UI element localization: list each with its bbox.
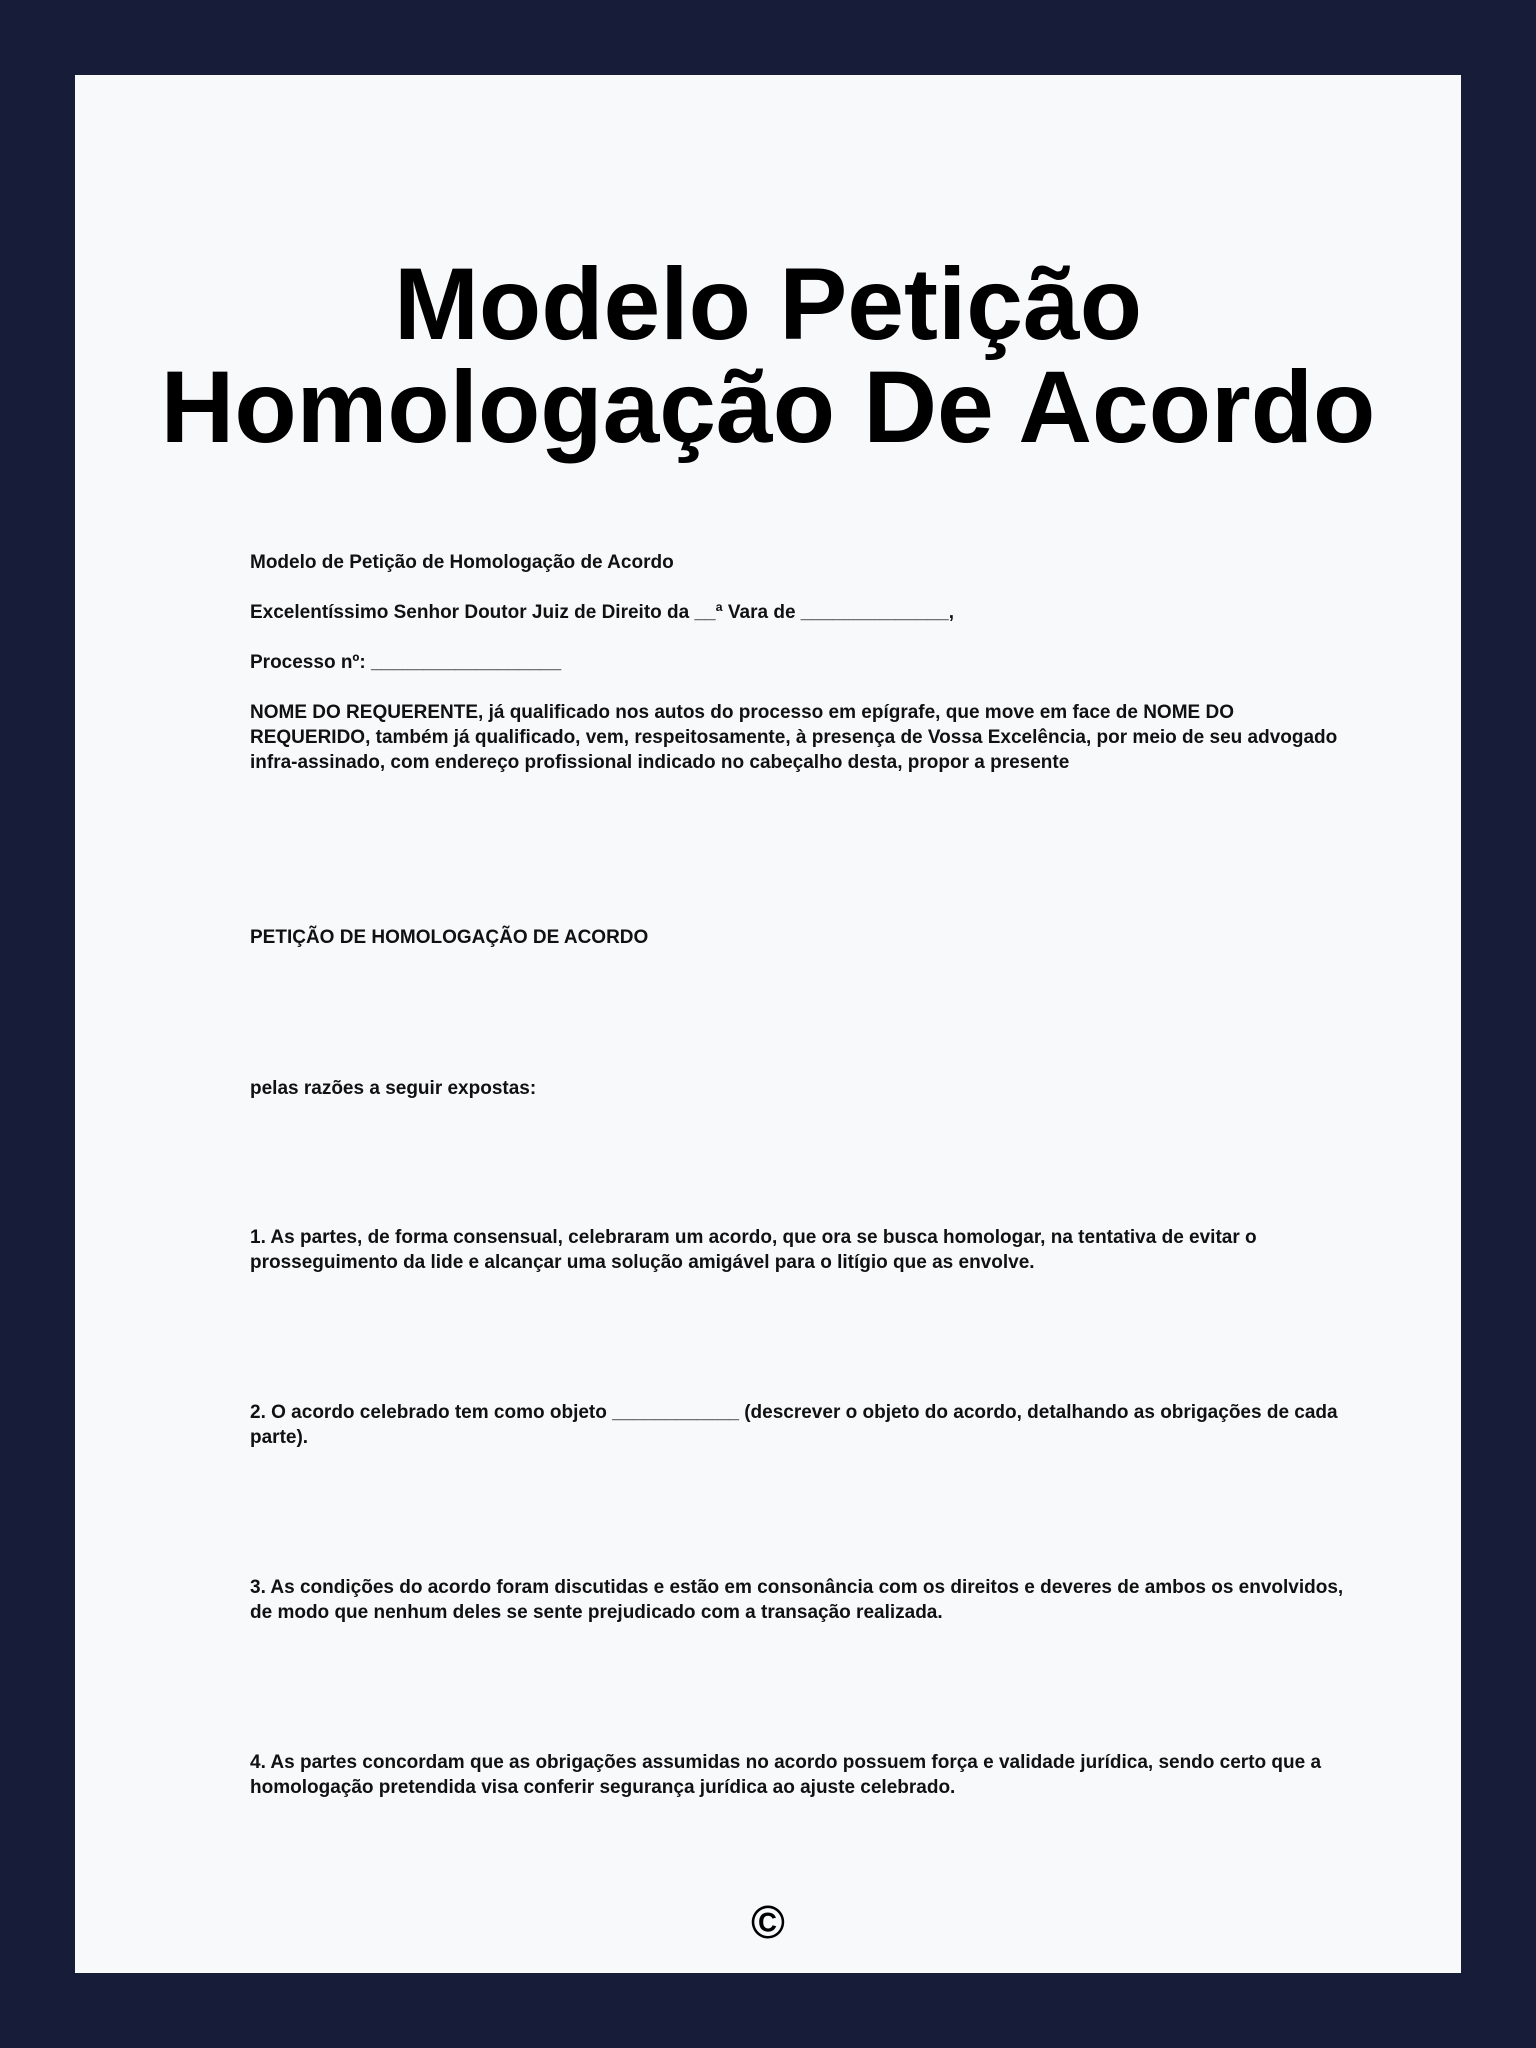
copyright-icon: © <box>751 1896 785 1948</box>
addressee-line: Excelentíssimo Senhor Doutor Juiz de Direito da __ª Vara de ______________, <box>250 602 955 623</box>
paragraph-1: 1. As partes, de forma consensual, celebraram um acordo, que ora se busca homologar, na tentativa de evitar o prosseguimento da lide e alcançar uma solução amigável para o litígio que as envolve. <box>250 1227 1257 1273</box>
document-heading: Modelo de Petição de Homologação de Acordo <box>250 552 674 573</box>
paragraph-3: 3. As condições do acordo foram discutidas e estão em consonância com os direitos e deveres de ambos os envolvidos, de modo que nenhum deles se sente prejudicado com a transação realizada. <box>250 1577 1344 1623</box>
reasons-intro: pelas razões a seguir expostas: <box>250 1078 537 1099</box>
paragraph-2: 2. O acordo celebrado tem como objeto ____________ (descrever o objeto do acordo, detalhando as obrigações de cada parte). <box>250 1402 1338 1448</box>
document-title-line-2: Homologação De Acordo <box>160 350 1376 464</box>
intro-paragraph: NOME DO REQUERENTE, já qualificado nos autos do processo em epígrafe, que move em face de NOME DO REQUERIDO, também já qualificado, vem, respeitosamente, à presença de Vossa Excelência, por meio de seu advogado infra-assinado, com endereço profissional indicado no cabeçalho desta, propor a presente <box>250 702 1338 773</box>
process-number-line: Processo nº: __________________ <box>250 652 562 673</box>
paragraph-4: 4. As partes concordam que as obrigações assumidas no acordo possuem força e validade jurídica, sendo certo que a homologação pretendida visa conferir segurança jurídica ao ajuste celebrado. <box>250 1752 1322 1798</box>
petition-title: PETIÇÃO DE HOMOLOGAÇÃO DE ACORDO <box>250 927 649 948</box>
document-page <box>75 75 1461 1973</box>
document-title-line-1: Modelo Petição <box>393 247 1143 361</box>
document-title <box>75 247 1461 464</box>
